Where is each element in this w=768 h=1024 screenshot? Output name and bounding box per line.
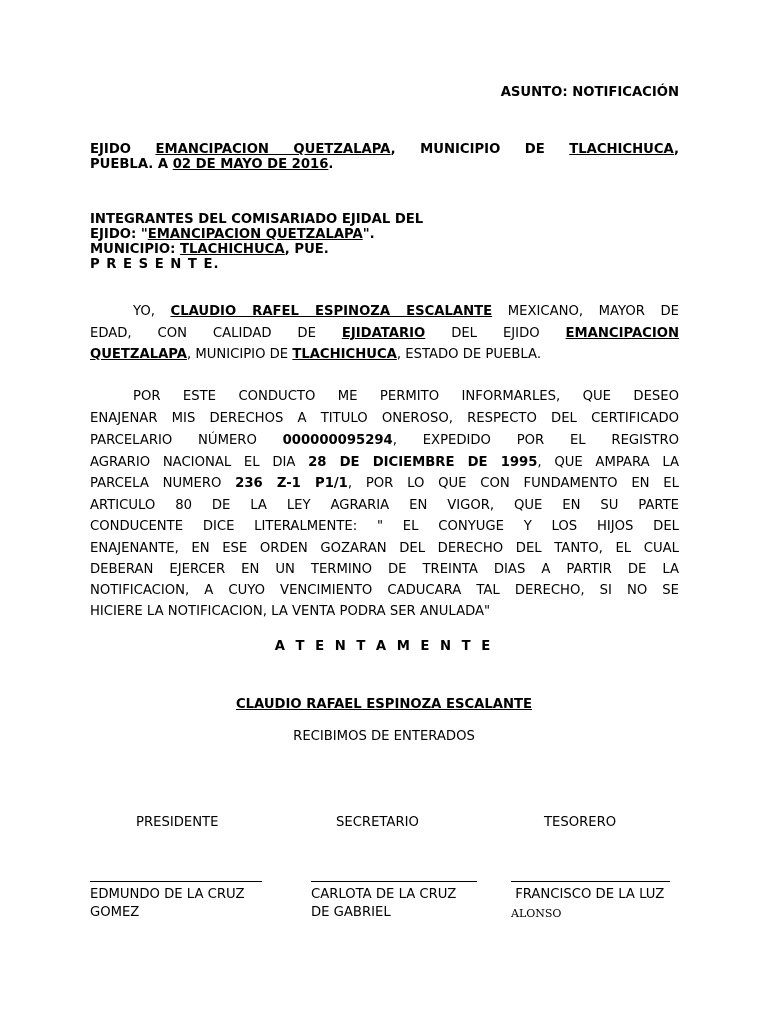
received-line: RECIBIMOS DE ENTERADOS [293,729,475,744]
para2-line4 [90,455,679,470]
para1-text: MEXICANO, MAYOR DE [492,304,679,319]
signature-line-tesorero [511,881,670,882]
para1-line2 [90,326,679,341]
addressee-municipio-prefix: MUNICIPIO: [90,242,181,257]
role-tesorero: TESORERO [544,815,617,830]
para2-line2: ENAJENAR MIS DERECHOS A TITULO ONEROSO, RESPECTO DEL CERTIFICADO [90,411,679,426]
para1-line3 [90,347,541,362]
addressee-line3 [90,242,329,257]
name-secretario-line1: CARLOTA DE LA CRUZ [311,887,457,902]
para1-text: DEL EJIDO [425,326,566,341]
addressee-ejido-name: EMANCIPACION QUETZALAPA [147,227,363,242]
name-secretario-line2: DE GABRIEL [311,905,391,920]
name-tesorero-line1: FRANCISCO DE LA LUZ [511,887,665,902]
para2-line8: ENAJENANTE, EN ESE ORDEN GOZARAN DEL DERECHO DEL TANTO, EL CUAL [90,541,679,556]
para2-line11: HICIERE LA NOTIFICACION, LA VENTA PODRA SER ANULADA" [90,604,491,619]
municipio-name: TLACHICHUCA [569,142,675,157]
ejido-name-inline: EMANCIPACION [565,326,679,341]
declarant-name: CLAUDIO RAFEL ESPINOZA ESCALANTE [170,304,493,319]
ejido-name-inline: QUETZALAPA [90,347,187,362]
addressee-municipio-suffix: , PUE. [284,242,329,257]
parcel-number: 236 Z-1 P1/1 [235,476,348,491]
para2-line7: CONDUCENTE DICE LITERALMENTE: " EL CONYUGE Y LOS HIJOS DEL [90,519,679,534]
presente-line: P R E S E N T E. [90,257,220,272]
name-tesorero-line2: ALONSO [511,907,562,920]
role-secretario: SECRETARIO [336,815,419,830]
certificate-number: 000000095294 [282,433,393,448]
para1-text: , MUNICIPIO DE [186,347,293,362]
para2-line5 [90,476,679,491]
name-presidente-line1: EDMUNDO DE LA CRUZ [90,887,245,902]
period: . [328,157,334,172]
declarant-role: EJIDATARIO [341,326,426,341]
ejido-name: EMANCIPACION QUETZALAPA [155,142,391,157]
municipio-label: , MUNICIPIO DE [390,142,545,157]
para2-text: AGRARIO NACIONAL EL DIA [90,455,309,470]
municipio-inline: TLACHICHUCA [292,347,397,362]
subject-line: ASUNTO: NOTIFICACIÓN [500,85,679,100]
para1-text: EDAD, CON CALIDAD DE [90,326,342,341]
addressee-line2 [90,227,375,242]
para2-text: , EXPEDIDO POR EL REGISTRO [392,433,680,448]
date-line [90,157,333,172]
para2-line10: NOTIFICACION, A CUYO VENCIMIENTO CADUCARA TAL DERECHO, SI NO SE [90,583,679,598]
addressee-line1: INTEGRANTES DEL COMISARIADO EJIDAL DEL [90,212,424,227]
place-line [90,142,679,157]
addressee-ejido-suffix: ". [362,227,375,242]
para1-text: , ESTADO DE PUEBLA. [396,347,542,362]
closing: A T E N T A M E N T E [274,639,494,654]
para2-line9: DEBERAN EJERCER EN UN TERMINO DE TREINTA DIAS A PARTIR DE LA [90,562,679,577]
para2-text: PARCELARIO NÚMERO [90,433,283,448]
name-presidente-line2: GOMEZ [90,905,140,920]
para2-text: , QUE AMPARA LA [537,455,680,470]
para2-line3 [90,433,679,448]
para1-line1 [133,304,679,319]
para2-text: PARCELA NUMERO [90,476,236,491]
addressee-ejido-prefix: EJIDO: " [90,227,148,242]
state-prefix: PUEBLA. A [90,157,169,172]
para2-line6: ARTICULO 80 DE LA LEY AGRARIA EN VIGOR, QUE EN SU PARTE [90,498,679,513]
signer-name: CLAUDIO RAFAEL ESPINOZA ESCALANTE [235,697,533,712]
addressee-municipio-name: TLACHICHUCA [180,242,285,257]
document-date: 02 DE MAYO DE 2016 [172,157,329,172]
para2-line1: POR ESTE CONDUCTO ME PERMITO INFORMARLES, QUE DESEO [133,389,679,404]
ejido-prefix: EJIDO [90,142,131,157]
signature-line-presidente [90,881,262,882]
para1-text: YO, [133,304,171,319]
role-presidente: PRESIDENTE [136,815,219,830]
signature-line-secretario [311,881,477,882]
para2-text: , POR LO QUE CON FUNDAMENTO EN EL [347,476,679,491]
issue-date: 28 DE DICIEMBRE DE 1995 [308,455,538,470]
comma: , [674,142,680,157]
